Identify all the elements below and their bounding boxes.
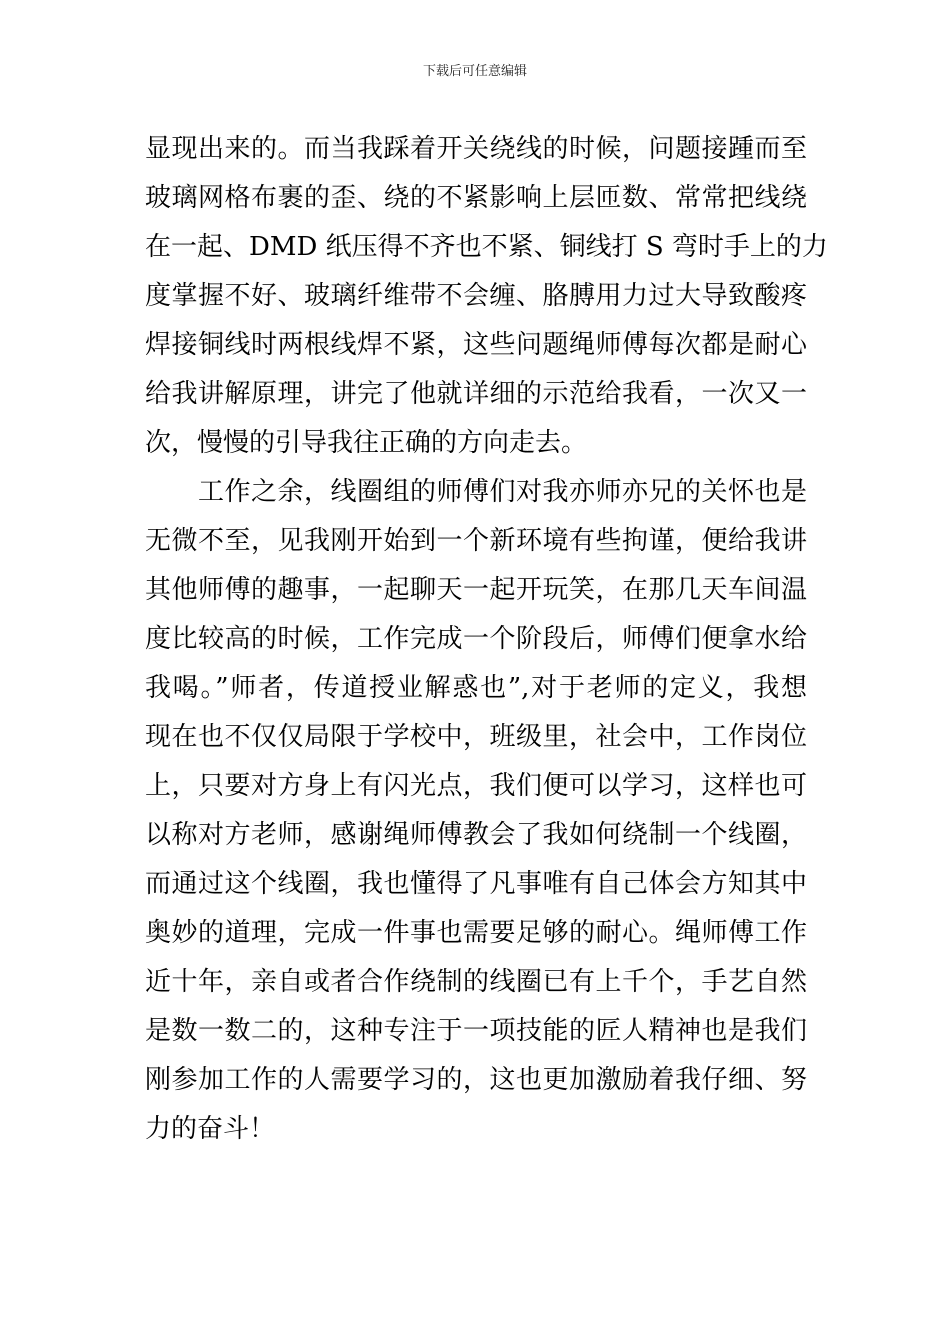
text-line: 给我讲解原理，讲完了他就详细的示范给我看，一次又一 <box>145 379 807 409</box>
text-line: 显现出来的。而当我踩着开关绕线的时候，问题接踵而至 <box>145 134 807 164</box>
text-line: 在一起、DMD 纸压得不齐也不紧、铜线打 S 弯时手上的力 <box>145 232 828 262</box>
text-line: 其他师傅的趣事，一起聊天一起开玩笑，在那几天车间温 <box>145 575 807 605</box>
text-line: 焊接铜线时两根线焊不紧，这些问题绳师傅每次都是耐心 <box>145 330 807 360</box>
text-line: 次，慢慢的引导我往正确的方向走去。 <box>145 428 588 458</box>
text-line: 玻璃网格布裹的歪、绕的不紧影响上层匝数、常常把线绕 <box>145 183 807 213</box>
text-line: 上，只要对方身上有闪光点，我们便可以学习，这样也可 <box>145 771 807 801</box>
text-line: 而通过这个线圈，我也懂得了凡事唯有自己体会方知其中 <box>145 869 807 899</box>
document-body <box>145 125 828 1154</box>
page-header: 下载后可任意编辑 <box>422 64 527 79</box>
text-line: 工作之余，线圈组的师傅们对我亦师亦兄的关怀也是 <box>145 477 807 507</box>
text-line: 度比较高的时候，工作完成一个阶段后，师傅们便拿水给 <box>145 624 807 654</box>
text-line: 我喝。”师者，传道授业解惑也”,对于老师的定义，我想 <box>145 673 807 703</box>
text-line: 近十年，亲自或者合作绕制的线圈已有上千个，手艺自然 <box>145 967 807 997</box>
text-line: 力的奋斗！ <box>145 1114 276 1144</box>
text-line: 是数一数二的，这种专注于一项技能的匠人精神也是我们 <box>145 1016 807 1046</box>
text-line: 以称对方老师，感谢绳师傅教会了我如何绕制一个线圈， <box>145 820 807 850</box>
text-line: 无微不至，见我刚开始到一个新环境有些拘谨，便给我讲 <box>145 526 807 556</box>
text-line: 奥妙的道理，完成一件事也需要足够的耐心。绳师傅工作 <box>145 918 807 948</box>
text-line: 现在也不仅仅局限于学校中，班级里，社会中，工作岗位 <box>145 722 807 752</box>
text-line: 刚参加工作的人需要学习的，这也更加激励着我仔细、努 <box>145 1065 807 1095</box>
text-line: 度掌握不好、玻璃纤维带不会缠、胳膊用力过大导致酸疼 <box>145 281 807 311</box>
